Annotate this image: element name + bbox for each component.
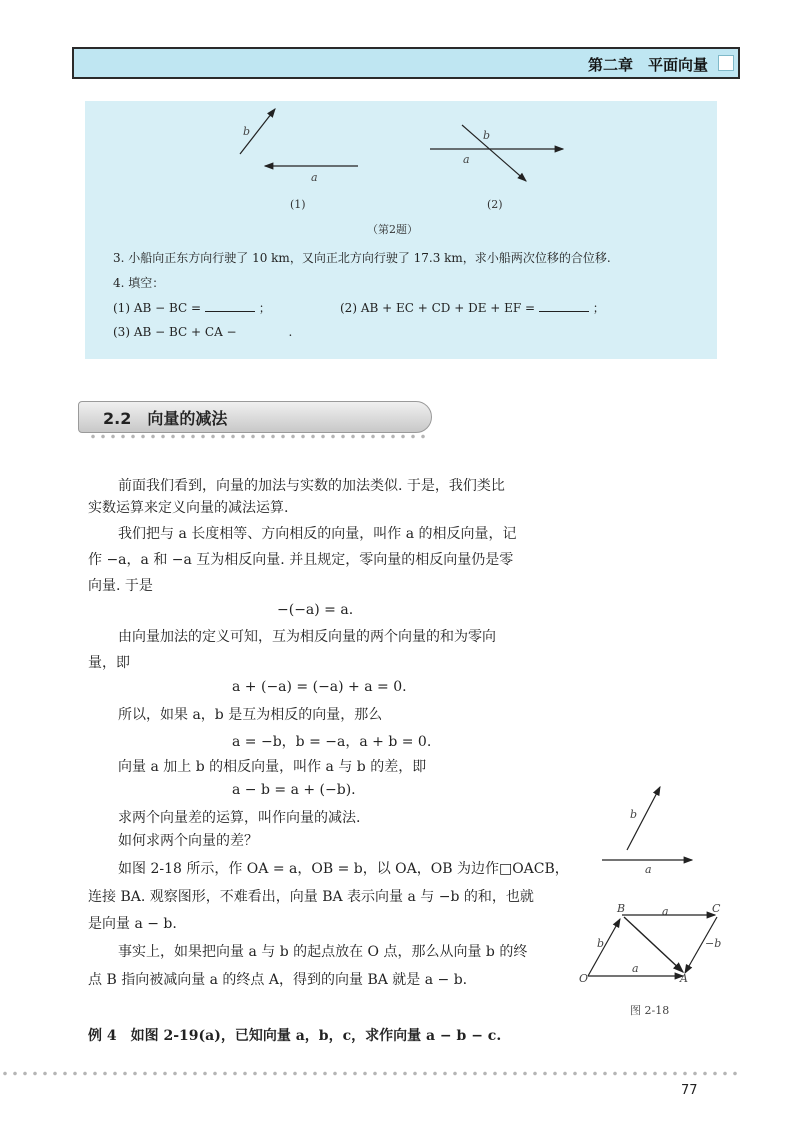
- q4-1-text: (1) AB − BC =: [113, 301, 202, 315]
- figure-title: （第2题）: [367, 223, 418, 236]
- fig2-caption: (2): [487, 198, 503, 211]
- formula-3: a = −b，b = −a，a + b = 0.: [232, 734, 432, 750]
- header-square-icon: [718, 55, 734, 71]
- section-heading: [78, 401, 432, 433]
- exercise-box: [85, 101, 717, 359]
- paragraph-2c: 向量. 于是: [88, 578, 153, 594]
- point-O: O: [579, 972, 589, 985]
- question-3: 3. 小船向正东方向行驶了 10 km，又向正北方向行驶了 17.3 km，求小船两次位移的合位移.: [113, 251, 611, 265]
- paragraph-8b: 连接 BA. 观察图形，不难看出，向量 BA 表示向量 a 与 −b 的和，也就: [88, 889, 534, 905]
- paragraph-9b: 点 B 指向被减向量 a 的终点 A，得到的向量 BA 就是 a − b.: [88, 972, 468, 988]
- question-4: 4. 填空：: [113, 276, 165, 290]
- paragraph-2a: 我们把与 a 长度相等、方向相反的向量，叫作 a 的相反向量，记: [118, 526, 517, 542]
- paragraph-2b: 作 −a，a 和 −a 互为相反向量. 并且规定，零向量的相反向量仍是零: [88, 552, 514, 568]
- figure-2-18: [575, 780, 755, 1020]
- q4-1-blank: [205, 299, 255, 312]
- example-4: 例 4 如图 2-19(a)，已知向量 a，b，c，求作向量 a − b − c.: [88, 1028, 502, 1044]
- formula-1: −(−a) = a.: [277, 602, 354, 618]
- fig218-label-b: b: [630, 808, 638, 821]
- exercise-figures: [85, 101, 717, 231]
- footer-dots-divider: [0, 1071, 740, 1076]
- fig2-label-a: a: [463, 153, 470, 166]
- figure-caption: 图 2-18: [630, 1004, 670, 1017]
- fig1-label-b: b: [243, 125, 251, 138]
- label-minus-b: −b: [705, 937, 722, 950]
- fig1-caption: (1): [290, 198, 306, 211]
- paragraph-4: 所以，如果 a，b 是互为相反的向量，那么: [118, 707, 383, 723]
- fig218-label-a: a: [645, 863, 652, 876]
- page-number: 77: [681, 1083, 698, 1098]
- paragraph-6: 求两个向量差的运算，叫作向量的减法.: [118, 810, 361, 826]
- point-A: A: [680, 972, 688, 985]
- paragraph-8a: 如图 2-18 所示，作 OA = a，OB = b，以 OA，OB 为边作□OACB，: [118, 861, 569, 877]
- point-C: C: [712, 902, 721, 915]
- paragraph-7: 如何求两个向量的差？: [118, 833, 258, 849]
- paragraph-5: 向量 a 加上 b 的相反向量，叫作 a 与 b 的差，即: [118, 759, 427, 775]
- paragraph-1b: 实数运算来定义向量的减法运算.: [88, 500, 289, 516]
- question-4-3: (3) AB − BC + CA − .: [113, 325, 293, 339]
- question-4-1: (1) AB − BC = ；: [113, 301, 271, 315]
- question-4-2: (2) AB + EC + CD + DE + EF = ；: [340, 301, 605, 315]
- chapter-header-bar: [72, 47, 740, 79]
- q4-2-blank: [539, 299, 589, 312]
- label-a-bottom: a: [632, 962, 639, 975]
- paragraph-3b: 量，即: [88, 655, 130, 671]
- paragraph-8c: 是向量 a − b.: [88, 916, 177, 932]
- label-b-left: b: [597, 937, 605, 950]
- fig2-vector-b: [462, 125, 526, 181]
- section-title: 2.2 向量的减法: [103, 409, 228, 428]
- paragraph-1a: 前面我们看到，向量的加法与实数的加法类似. 于是，我们类比: [118, 478, 505, 494]
- section-dots-divider: [88, 434, 430, 439]
- q4-2-text: (2) AB + EC + CD + DE + EF =: [340, 301, 536, 315]
- point-B: B: [617, 902, 626, 915]
- paragraph-3a: 由向量加法的定义可知，互为相反向量的两个向量的和为零向: [118, 629, 496, 645]
- formula-4: a − b = a + (−b).: [232, 782, 356, 798]
- fig1-label-a: a: [311, 171, 318, 184]
- chapter-title: 第二章 平面向量: [587, 56, 708, 74]
- fig2-label-b: b: [483, 129, 491, 142]
- q4-3-text: (3) AB − BC + CA −: [113, 325, 237, 339]
- formula-2: a + (−a) = (−a) + a = 0.: [232, 679, 407, 695]
- paragraph-9a: 事实上，如果把向量 a 与 b 的起点放在 O 点，那么从向量 b 的终: [118, 944, 528, 960]
- label-a-top: a: [662, 905, 669, 918]
